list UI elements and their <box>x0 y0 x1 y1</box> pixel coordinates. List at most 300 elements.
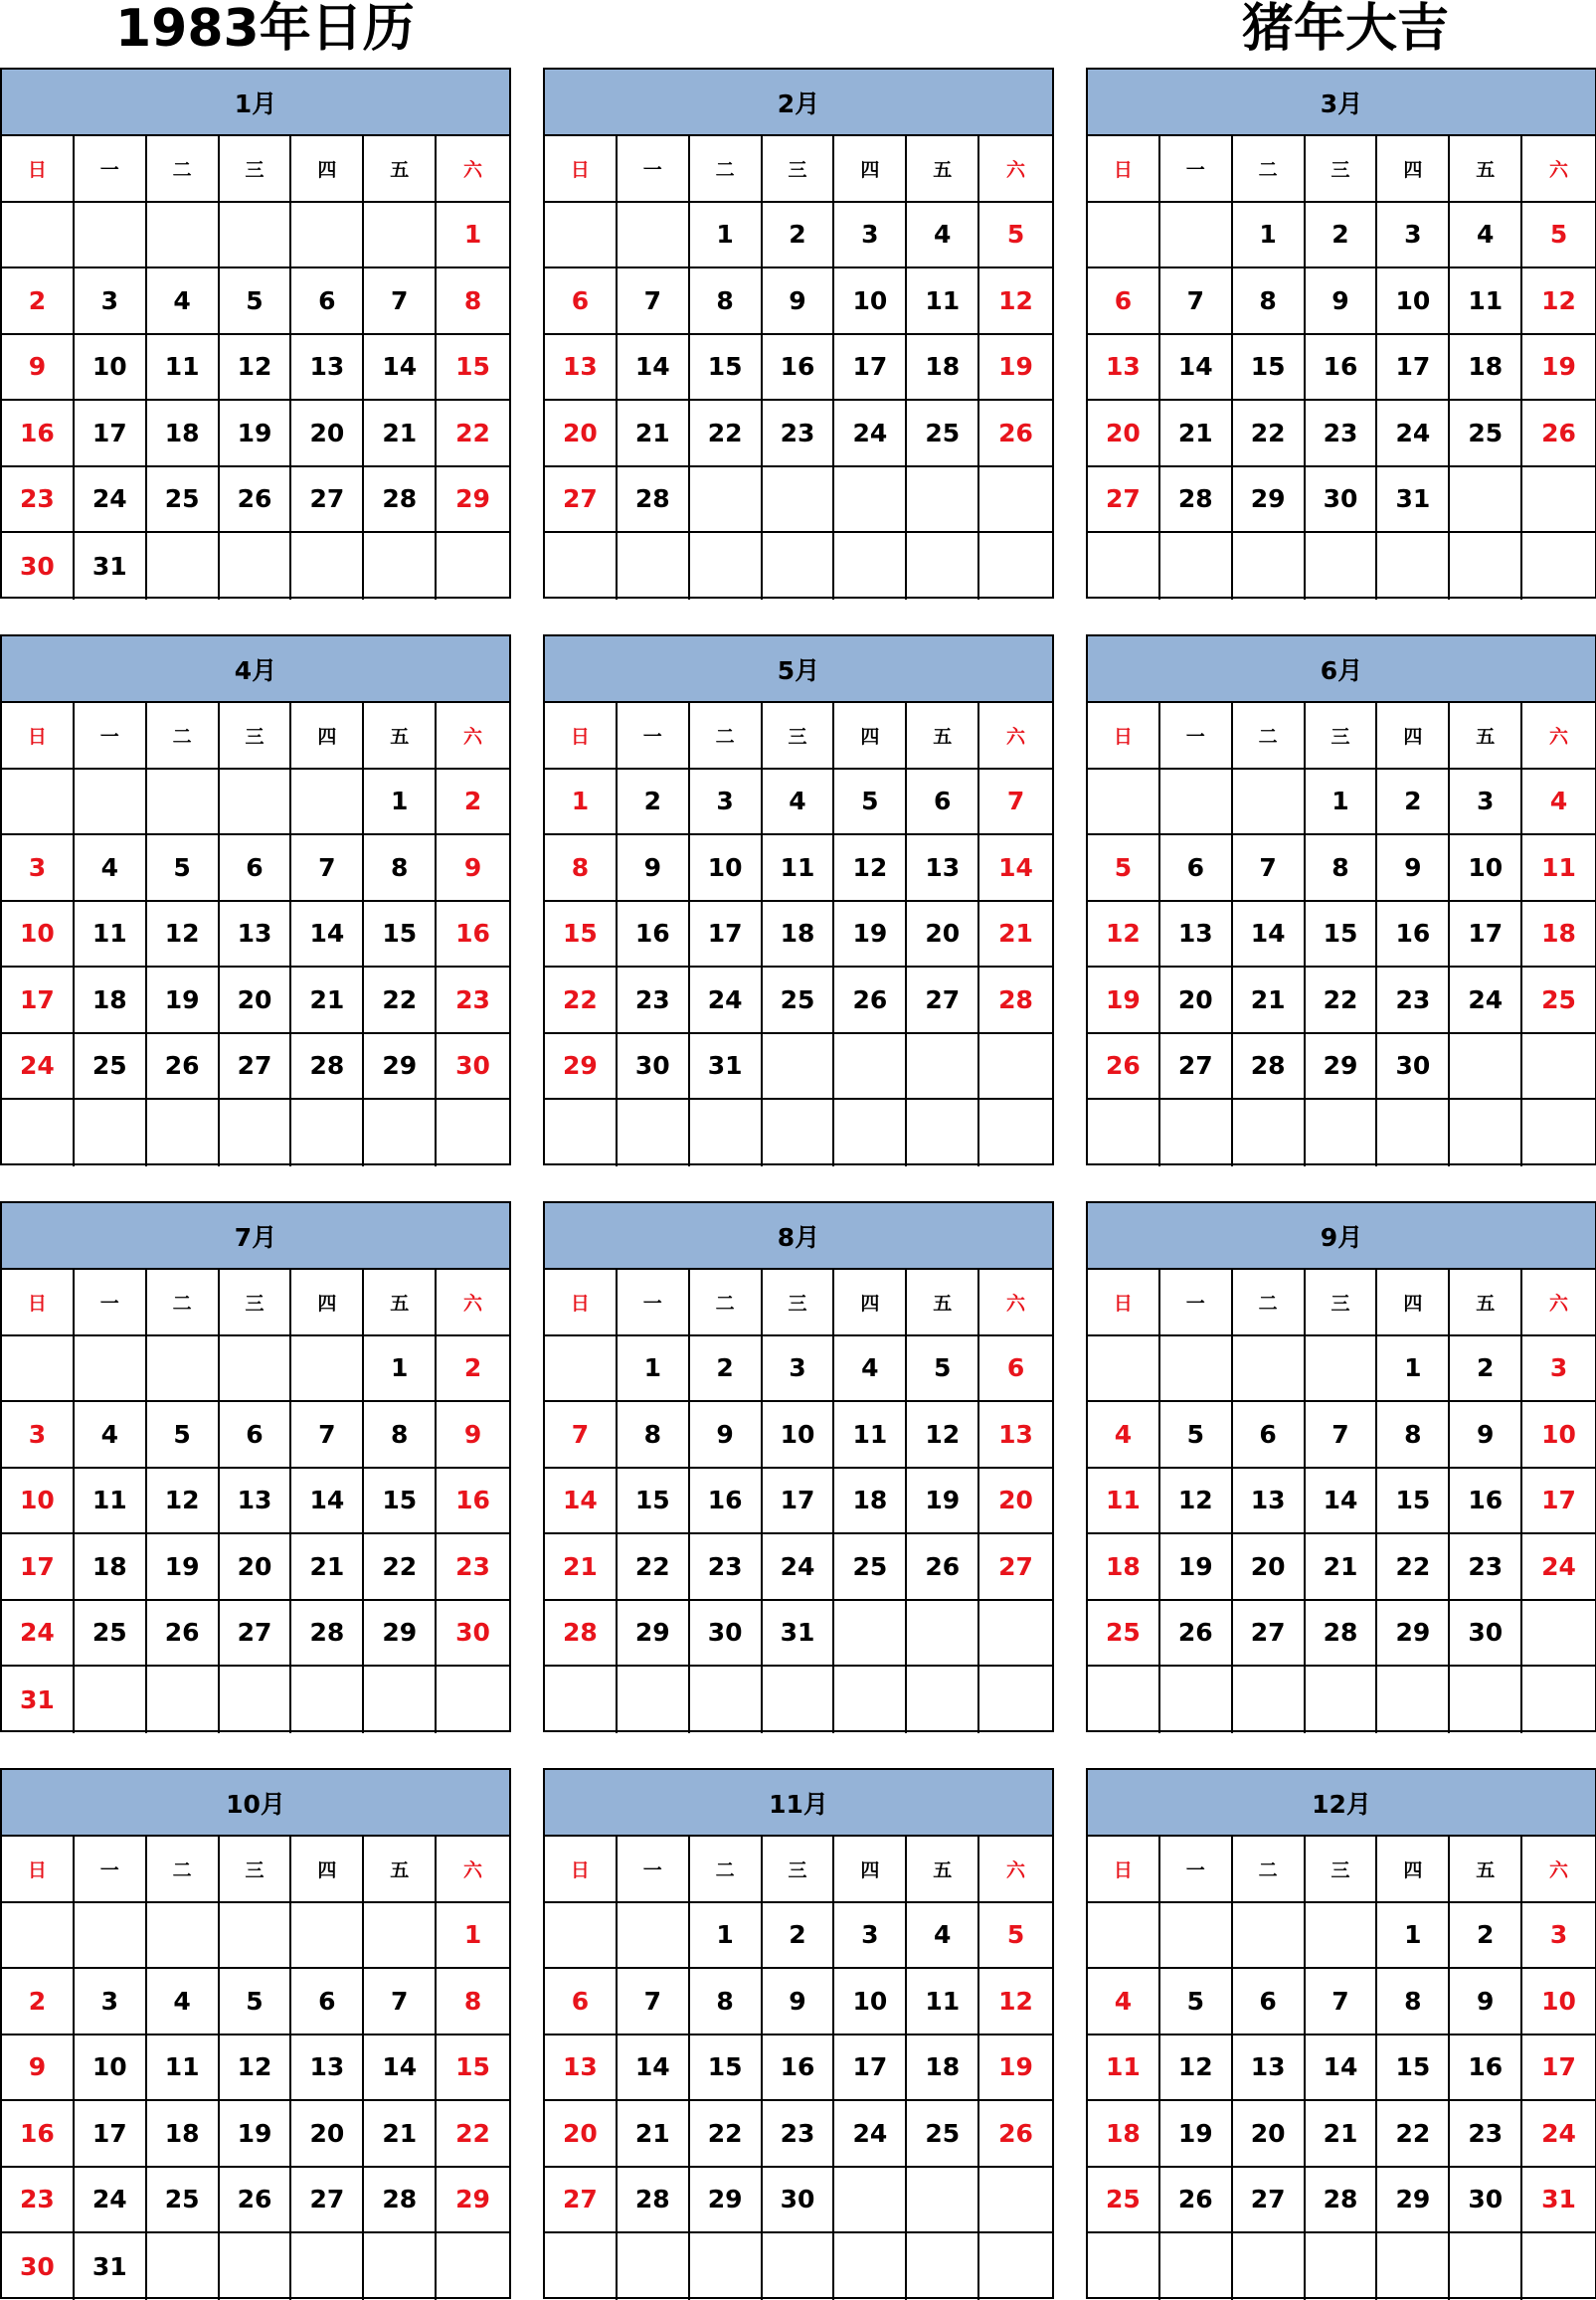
empty-cell <box>763 2233 835 2300</box>
day-cell: 29 <box>1377 2168 1450 2234</box>
page-title: 1983年日历 <box>115 0 415 59</box>
day-cell: 6 <box>1233 1969 1306 2035</box>
day-cell: 29 <box>618 1601 690 1668</box>
day-cell: 21 <box>291 1534 364 1601</box>
day-cell: 21 <box>618 401 690 467</box>
empty-cell <box>147 1100 220 1166</box>
day-cell: 18 <box>907 335 979 402</box>
day-cell: 4 <box>1088 1969 1160 2035</box>
month-grid <box>1088 703 1595 1166</box>
day-cell: 1 <box>1306 770 1378 836</box>
day-cell: 15 <box>1377 1469 1450 1535</box>
day-cell: 24 <box>75 2168 147 2234</box>
weekday-header: 二 <box>1233 1837 1306 1903</box>
day-cell: 29 <box>1233 467 1306 534</box>
day-cell: 9 <box>437 1402 509 1469</box>
weekday-header: 五 <box>907 1837 979 1903</box>
day-cell: 10 <box>834 268 907 335</box>
day-cell: 31 <box>75 2233 147 2300</box>
day-cell: 23 <box>2 2168 75 2234</box>
day-cell: 11 <box>147 335 220 402</box>
day-cell: 5 <box>979 1903 1052 1970</box>
weekday-header: 一 <box>1160 703 1233 770</box>
day-cell: 5 <box>147 835 220 902</box>
empty-cell <box>291 1336 364 1403</box>
day-cell: 20 <box>545 2101 618 2168</box>
day-cell: 4 <box>75 835 147 902</box>
weekday-header: 一 <box>75 1270 147 1336</box>
day-cell: 6 <box>1233 1402 1306 1469</box>
day-cell: 12 <box>220 335 292 402</box>
day-cell: 22 <box>618 1534 690 1601</box>
day-cell: 9 <box>2 2035 75 2102</box>
day-cell: 27 <box>907 968 979 1034</box>
month-title: 11月 <box>545 1770 1052 1837</box>
weekday-header: 日 <box>1088 703 1160 770</box>
day-cell: 26 <box>1522 401 1595 467</box>
day-cell: 19 <box>834 902 907 969</box>
day-cell: 15 <box>364 1469 437 1535</box>
day-cell: 23 <box>1306 401 1378 467</box>
day-cell: 26 <box>907 1534 979 1601</box>
day-cell: 10 <box>75 2035 147 2102</box>
day-cell: 1 <box>690 1903 763 1970</box>
day-cell: 18 <box>75 968 147 1034</box>
day-cell: 2 <box>437 770 509 836</box>
day-cell: 18 <box>1450 335 1522 402</box>
empty-cell <box>75 1336 147 1403</box>
day-cell: 31 <box>763 1601 835 1668</box>
day-cell: 2 <box>1377 770 1450 836</box>
day-cell: 28 <box>1160 467 1233 534</box>
weekday-header: 日 <box>1088 1837 1160 1903</box>
empty-cell <box>979 1034 1052 1101</box>
day-cell: 23 <box>763 2101 835 2168</box>
empty-cell <box>291 2233 364 2300</box>
weekday-header: 六 <box>979 1837 1052 1903</box>
empty-cell <box>690 2233 763 2300</box>
empty-cell <box>545 2233 618 2300</box>
day-cell: 7 <box>1160 268 1233 335</box>
day-cell: 30 <box>690 1601 763 1668</box>
empty-cell <box>1160 770 1233 836</box>
day-cell: 4 <box>907 1903 979 1970</box>
day-cell: 29 <box>690 2168 763 2234</box>
empty-cell <box>1522 467 1595 534</box>
empty-cell <box>618 2233 690 2300</box>
empty-cell <box>545 1903 618 1970</box>
empty-cell <box>1160 1100 1233 1166</box>
empty-cell <box>2 203 75 269</box>
weekday-header: 六 <box>979 1270 1052 1336</box>
month-grid <box>1088 1837 1595 2300</box>
empty-cell <box>291 203 364 269</box>
day-cell: 7 <box>364 1969 437 2035</box>
empty-cell <box>220 203 292 269</box>
day-cell: 13 <box>220 902 292 969</box>
empty-cell <box>834 467 907 534</box>
day-cell: 4 <box>907 203 979 269</box>
day-cell: 3 <box>75 1969 147 2035</box>
day-cell: 30 <box>437 1034 509 1101</box>
day-cell: 24 <box>690 968 763 1034</box>
day-cell: 20 <box>220 1534 292 1601</box>
day-cell: 2 <box>618 770 690 836</box>
empty-cell <box>1450 1034 1522 1101</box>
day-cell: 30 <box>2 533 75 600</box>
day-cell: 23 <box>690 1534 763 1601</box>
day-cell: 11 <box>1088 2035 1160 2102</box>
day-cell: 8 <box>364 835 437 902</box>
weekday-header: 五 <box>1450 1837 1522 1903</box>
empty-cell <box>979 2233 1052 2300</box>
day-cell: 10 <box>1522 1402 1595 1469</box>
day-cell: 20 <box>1233 1534 1306 1601</box>
empty-cell <box>1160 1903 1233 1970</box>
day-cell: 20 <box>291 401 364 467</box>
empty-cell <box>763 1034 835 1101</box>
day-cell: 20 <box>220 968 292 1034</box>
day-cell: 23 <box>618 968 690 1034</box>
weekday-header: 二 <box>1233 136 1306 203</box>
day-cell: 3 <box>2 835 75 902</box>
day-cell: 1 <box>690 203 763 269</box>
day-cell: 26 <box>979 2101 1052 2168</box>
weekday-header: 一 <box>618 1837 690 1903</box>
day-cell: 20 <box>545 401 618 467</box>
month-block <box>543 68 1054 599</box>
month-block <box>0 1201 511 1732</box>
empty-cell <box>1088 1903 1160 1970</box>
day-cell: 12 <box>220 2035 292 2102</box>
weekday-header: 六 <box>1522 703 1595 770</box>
day-cell: 17 <box>2 1534 75 1601</box>
day-cell: 26 <box>834 968 907 1034</box>
day-cell: 5 <box>220 268 292 335</box>
day-cell: 12 <box>979 1969 1052 2035</box>
weekday-header: 四 <box>291 136 364 203</box>
weekday-header: 四 <box>834 136 907 203</box>
empty-cell <box>364 1100 437 1166</box>
day-cell: 14 <box>979 835 1052 902</box>
empty-cell <box>1450 533 1522 600</box>
day-cell: 14 <box>618 335 690 402</box>
day-cell: 7 <box>1233 835 1306 902</box>
day-cell: 7 <box>618 1969 690 2035</box>
day-cell: 1 <box>437 1903 509 1970</box>
day-cell: 6 <box>1088 268 1160 335</box>
day-cell: 9 <box>763 268 835 335</box>
empty-cell <box>75 1100 147 1166</box>
day-cell: 10 <box>763 1402 835 1469</box>
day-cell: 6 <box>1160 835 1233 902</box>
empty-cell <box>364 1903 437 1970</box>
day-cell: 18 <box>763 902 835 969</box>
weekday-header: 日 <box>545 1270 618 1336</box>
day-cell: 19 <box>220 401 292 467</box>
day-cell: 13 <box>1233 2035 1306 2102</box>
day-cell: 27 <box>291 2168 364 2234</box>
day-cell: 3 <box>1450 770 1522 836</box>
empty-cell <box>1233 1667 1306 1733</box>
day-cell: 15 <box>690 2035 763 2102</box>
day-cell: 11 <box>147 2035 220 2102</box>
day-cell: 13 <box>907 835 979 902</box>
day-cell: 19 <box>1522 335 1595 402</box>
day-cell: 12 <box>147 902 220 969</box>
day-cell: 30 <box>618 1034 690 1101</box>
weekday-header: 日 <box>1088 1270 1160 1336</box>
day-cell: 29 <box>1377 1601 1450 1668</box>
empty-cell <box>907 2168 979 2234</box>
empty-cell <box>1233 770 1306 836</box>
empty-cell <box>1233 1100 1306 1166</box>
day-cell: 15 <box>690 335 763 402</box>
day-cell: 8 <box>690 268 763 335</box>
day-cell: 27 <box>291 467 364 534</box>
empty-cell <box>763 1100 835 1166</box>
day-cell: 16 <box>690 1469 763 1535</box>
day-cell: 13 <box>220 1469 292 1535</box>
empty-cell <box>1160 2233 1233 2300</box>
day-cell: 27 <box>1160 1034 1233 1101</box>
day-cell: 9 <box>763 1969 835 2035</box>
weekday-header: 六 <box>979 136 1052 203</box>
day-cell: 18 <box>1088 2101 1160 2168</box>
day-cell: 10 <box>2 902 75 969</box>
day-cell: 14 <box>618 2035 690 2102</box>
weekday-header: 一 <box>618 136 690 203</box>
empty-cell <box>220 1336 292 1403</box>
weekday-header: 四 <box>834 703 907 770</box>
day-cell: 1 <box>618 1336 690 1403</box>
day-cell: 20 <box>291 2101 364 2168</box>
day-cell: 15 <box>437 335 509 402</box>
weekday-header: 日 <box>2 1837 75 1903</box>
empty-cell <box>1522 2233 1595 2300</box>
day-cell: 11 <box>1450 268 1522 335</box>
empty-cell <box>907 1667 979 1733</box>
weekday-header: 四 <box>291 703 364 770</box>
day-cell: 9 <box>1450 1402 1522 1469</box>
day-cell: 27 <box>545 467 618 534</box>
empty-cell <box>1160 1667 1233 1733</box>
day-cell: 25 <box>907 401 979 467</box>
empty-cell <box>1450 467 1522 534</box>
day-cell: 28 <box>1306 2168 1378 2234</box>
empty-cell <box>618 203 690 269</box>
day-cell: 24 <box>763 1534 835 1601</box>
day-cell: 2 <box>763 1903 835 1970</box>
empty-cell <box>1522 533 1595 600</box>
day-cell: 30 <box>1306 467 1378 534</box>
day-cell: 5 <box>1160 1969 1233 2035</box>
day-cell: 1 <box>545 770 618 836</box>
day-cell: 20 <box>1088 401 1160 467</box>
day-cell: 3 <box>2 1402 75 1469</box>
weekday-header: 二 <box>1233 1270 1306 1336</box>
day-cell: 29 <box>1306 1034 1378 1101</box>
day-cell: 23 <box>437 1534 509 1601</box>
day-cell: 17 <box>75 2101 147 2168</box>
day-cell: 17 <box>763 1469 835 1535</box>
weekday-header: 六 <box>1522 1837 1595 1903</box>
empty-cell <box>834 1100 907 1166</box>
day-cell: 24 <box>2 1601 75 1668</box>
empty-cell <box>1522 1100 1595 1166</box>
day-cell: 25 <box>834 1534 907 1601</box>
day-cell: 11 <box>1088 1469 1160 1535</box>
month-grid <box>2 1837 509 2300</box>
day-cell: 25 <box>1450 401 1522 467</box>
weekday-header: 四 <box>1377 703 1450 770</box>
day-cell: 29 <box>545 1034 618 1101</box>
month-title: 3月 <box>1088 70 1595 136</box>
day-cell: 22 <box>364 968 437 1034</box>
empty-cell <box>220 1100 292 1166</box>
weekday-header: 三 <box>1306 1837 1378 1903</box>
empty-cell <box>220 1903 292 1970</box>
day-cell: 17 <box>1450 902 1522 969</box>
day-cell: 17 <box>1522 2035 1595 2102</box>
day-cell: 20 <box>1233 2101 1306 2168</box>
day-cell: 18 <box>75 1534 147 1601</box>
empty-cell <box>763 467 835 534</box>
empty-cell <box>979 533 1052 600</box>
empty-cell <box>1306 1336 1378 1403</box>
weekday-header: 一 <box>1160 1270 1233 1336</box>
day-cell: 5 <box>1160 1402 1233 1469</box>
day-cell: 21 <box>1306 1534 1378 1601</box>
empty-cell <box>1306 1903 1378 1970</box>
day-cell: 19 <box>147 968 220 1034</box>
day-cell: 4 <box>834 1336 907 1403</box>
day-cell: 22 <box>1233 401 1306 467</box>
day-cell: 25 <box>75 1034 147 1101</box>
weekday-header: 四 <box>834 1837 907 1903</box>
day-cell: 24 <box>1522 2101 1595 2168</box>
day-cell: 14 <box>545 1469 618 1535</box>
empty-cell <box>907 467 979 534</box>
day-cell: 21 <box>364 2101 437 2168</box>
empty-cell <box>147 1903 220 1970</box>
day-cell: 16 <box>437 1469 509 1535</box>
day-cell: 19 <box>979 335 1052 402</box>
weekday-header: 一 <box>618 703 690 770</box>
month-title: 7月 <box>2 1203 509 1270</box>
day-cell: 19 <box>1160 1534 1233 1601</box>
page-slogan: 猪年大吉 <box>1241 0 1449 59</box>
day-cell: 7 <box>364 268 437 335</box>
day-cell: 10 <box>834 1969 907 2035</box>
day-cell: 8 <box>364 1402 437 1469</box>
day-cell: 25 <box>763 968 835 1034</box>
day-cell: 17 <box>2 968 75 1034</box>
day-cell: 2 <box>1306 203 1378 269</box>
day-cell: 20 <box>979 1469 1052 1535</box>
day-cell: 21 <box>1160 401 1233 467</box>
day-cell: 29 <box>364 1601 437 1668</box>
day-cell: 1 <box>1377 1903 1450 1970</box>
day-cell: 2 <box>690 1336 763 1403</box>
day-cell: 23 <box>1450 2101 1522 2168</box>
weekday-header: 六 <box>437 136 509 203</box>
weekday-header: 四 <box>1377 1837 1450 1903</box>
month-title: 6月 <box>1088 636 1595 703</box>
empty-cell <box>545 533 618 600</box>
day-cell: 23 <box>1450 1534 1522 1601</box>
empty-cell <box>545 1336 618 1403</box>
empty-cell <box>1088 203 1160 269</box>
day-cell: 9 <box>690 1402 763 1469</box>
weekday-header: 三 <box>1306 703 1378 770</box>
day-cell: 12 <box>979 268 1052 335</box>
empty-cell <box>1377 533 1450 600</box>
day-cell: 4 <box>75 1402 147 1469</box>
day-cell: 7 <box>291 1402 364 1469</box>
weekday-header: 二 <box>147 703 220 770</box>
day-cell: 19 <box>1160 2101 1233 2168</box>
day-cell: 28 <box>979 968 1052 1034</box>
day-cell: 9 <box>437 835 509 902</box>
day-cell: 21 <box>979 902 1052 969</box>
day-cell: 13 <box>545 2035 618 2102</box>
month-grid <box>2 136 509 600</box>
day-cell: 1 <box>437 203 509 269</box>
day-cell: 15 <box>1377 2035 1450 2102</box>
day-cell: 9 <box>618 835 690 902</box>
empty-cell <box>147 533 220 600</box>
day-cell: 27 <box>1088 467 1160 534</box>
weekday-header: 日 <box>2 703 75 770</box>
day-cell: 26 <box>979 401 1052 467</box>
day-cell: 30 <box>1450 2168 1522 2234</box>
day-cell: 11 <box>763 835 835 902</box>
empty-cell <box>364 203 437 269</box>
weekday-header: 二 <box>147 136 220 203</box>
month-block <box>1086 1768 1596 2299</box>
month-grid <box>2 703 509 1166</box>
day-cell: 13 <box>1088 335 1160 402</box>
day-cell: 26 <box>1088 1034 1160 1101</box>
day-cell: 26 <box>147 1601 220 1668</box>
day-cell: 6 <box>220 1402 292 1469</box>
empty-cell <box>437 533 509 600</box>
day-cell: 21 <box>618 2101 690 2168</box>
month-title: 1月 <box>2 70 509 136</box>
day-cell: 18 <box>907 2035 979 2102</box>
weekday-header: 五 <box>907 1270 979 1336</box>
day-cell: 31 <box>75 533 147 600</box>
month-title: 2月 <box>545 70 1052 136</box>
day-cell: 27 <box>220 1601 292 1668</box>
empty-cell <box>220 770 292 836</box>
day-cell: 3 <box>1522 1336 1595 1403</box>
day-cell: 23 <box>437 968 509 1034</box>
day-cell: 25 <box>907 2101 979 2168</box>
weekday-header: 三 <box>220 703 292 770</box>
day-cell: 28 <box>545 1601 618 1668</box>
empty-cell <box>75 203 147 269</box>
day-cell: 6 <box>220 835 292 902</box>
weekday-header: 日 <box>2 1270 75 1336</box>
weekday-header: 四 <box>1377 136 1450 203</box>
day-cell: 18 <box>1088 1534 1160 1601</box>
weekday-header: 五 <box>1450 1270 1522 1336</box>
day-cell: 17 <box>690 902 763 969</box>
day-cell: 19 <box>907 1469 979 1535</box>
day-cell: 6 <box>291 268 364 335</box>
